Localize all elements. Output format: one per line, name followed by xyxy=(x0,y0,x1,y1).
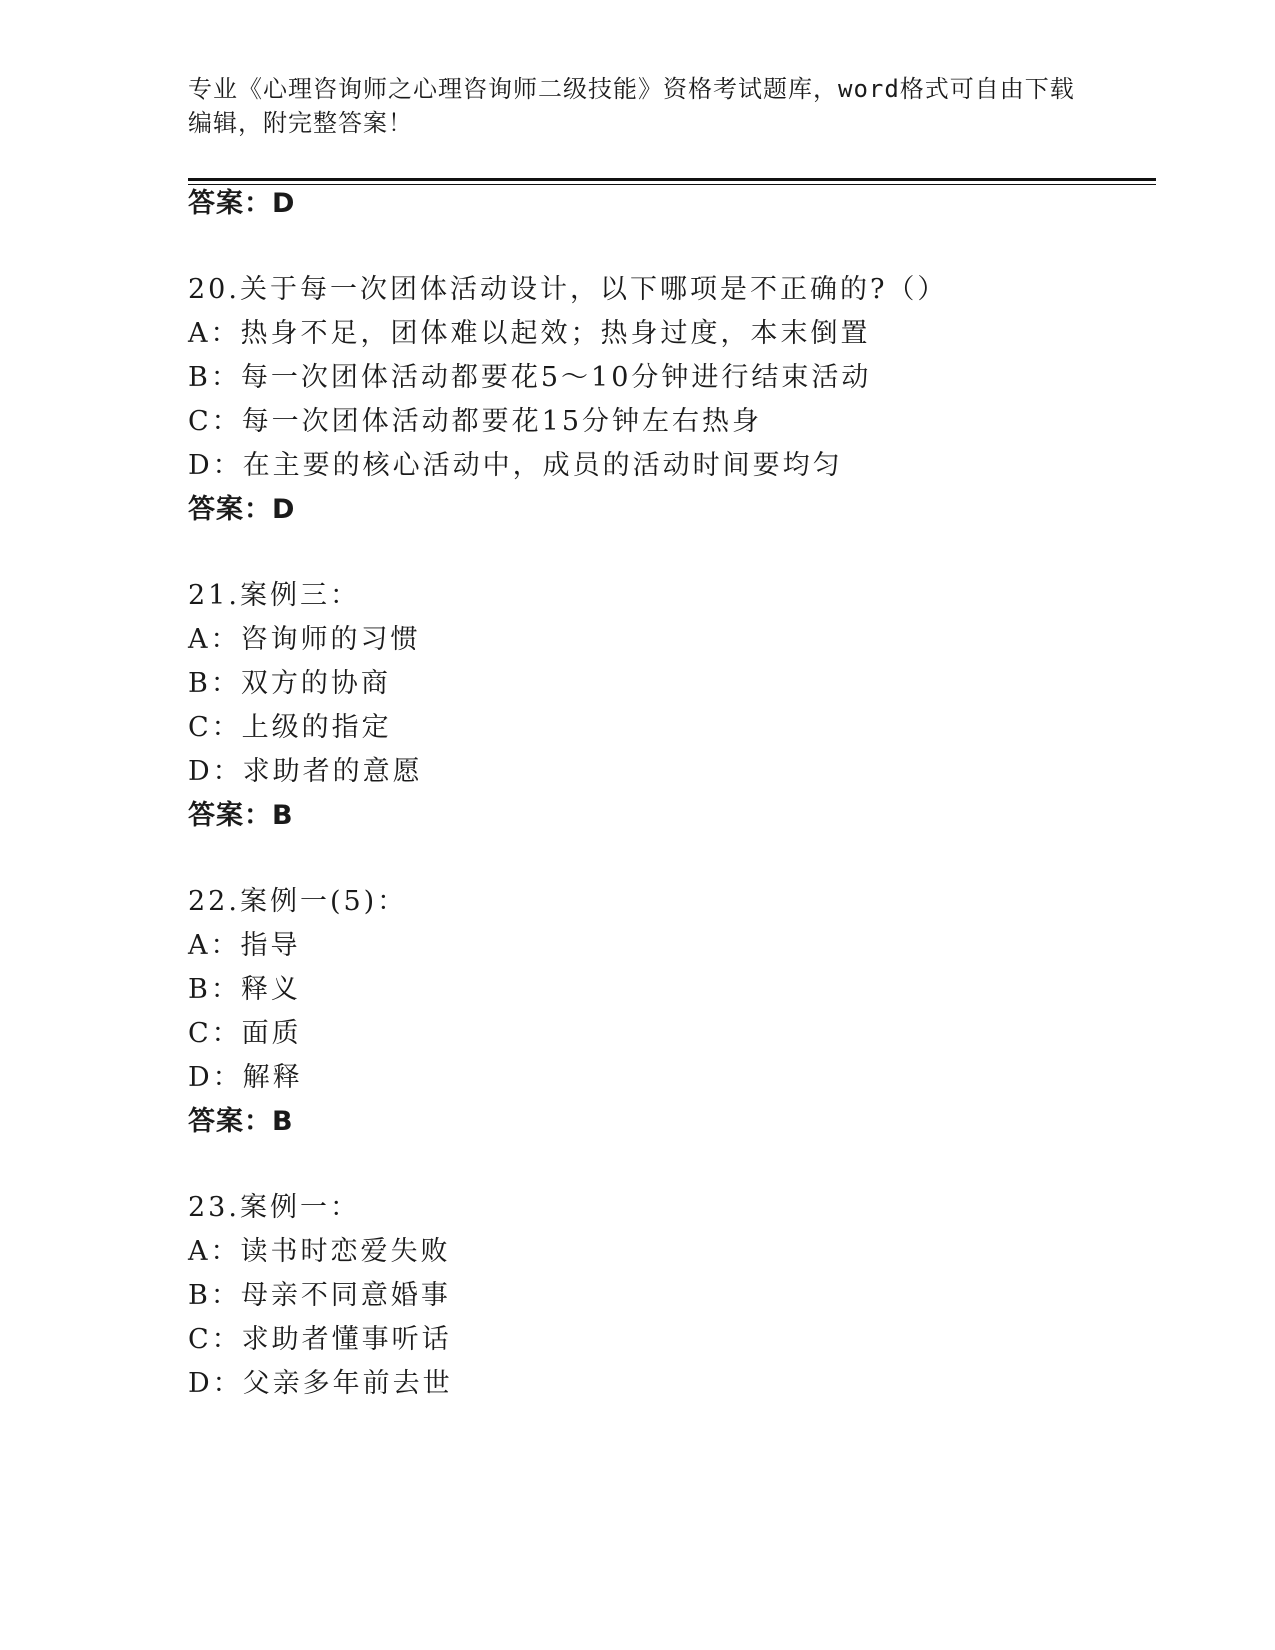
answer-previous: 答案：D xyxy=(188,188,296,219)
option-d: D：求助者的意愿 xyxy=(188,756,423,787)
option-b: B：释义 xyxy=(188,974,301,1005)
question-stem: 21.案例三： xyxy=(188,580,360,611)
header-line-1: 专业《心理咨询师之心理咨询师二级技能》资格考试题库，word格式可自由下载 xyxy=(188,75,1075,103)
option-d: D：父亲多年前去世 xyxy=(188,1368,453,1399)
option-c: C：上级的指定 xyxy=(188,712,392,743)
answer: 答案：B xyxy=(188,800,294,831)
option-c: C：面质 xyxy=(188,1018,302,1049)
option-d: D：解释 xyxy=(188,1062,303,1093)
question-stem: 22.案例一(5)： xyxy=(188,886,408,917)
header-line-2: 编辑，附完整答案！ xyxy=(188,109,413,137)
option-d: D：在主要的核心活动中，成员的活动时间要均匀 xyxy=(188,450,843,481)
option-c: C：每一次团体活动都要花15分钟左右热身 xyxy=(188,406,763,437)
option-c: C：求助者懂事听话 xyxy=(188,1324,452,1355)
answer: 答案：B xyxy=(188,1106,294,1137)
document-header xyxy=(188,72,1088,140)
option-a: A：读书时恋爱失败 xyxy=(188,1236,451,1267)
header-divider-thin xyxy=(188,184,1156,185)
option-b: B：母亲不同意婚事 xyxy=(188,1280,451,1311)
option-a: A：热身不足，团体难以起效；热身过度，本末倒置 xyxy=(188,318,871,349)
answer: 答案：D xyxy=(188,494,296,525)
question-stem: 20.关于每一次团体活动设计，以下哪项是不正确的?（） xyxy=(188,274,948,305)
option-b: B：双方的协商 xyxy=(188,668,391,699)
option-b: B：每一次团体活动都要花5～10分钟进行结束活动 xyxy=(188,362,872,393)
header-divider-thick xyxy=(188,178,1156,181)
question-stem: 23.案例一： xyxy=(188,1192,360,1223)
option-a: A：咨询师的习惯 xyxy=(188,624,421,655)
option-a: A：指导 xyxy=(188,930,301,961)
